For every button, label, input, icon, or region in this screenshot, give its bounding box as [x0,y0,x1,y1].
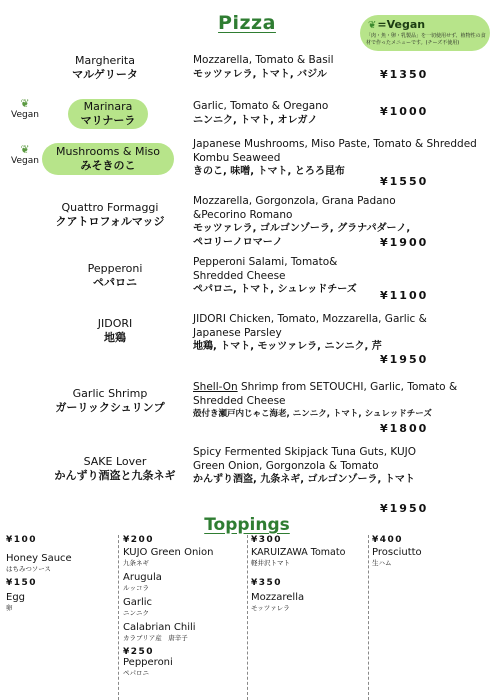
toppings-col-4 [372,535,490,700]
pizza-desc-en: Mozzarella, Gorgonzola, Grana Padano &Pecorino Romano [193,195,396,221]
pizza-name-marinara [68,99,148,129]
topping-name-jp: はちみつソース [6,565,51,573]
pizza-desc-en-rest: Shrimp from SETOUCHI, Garlic, Tomato & Shredded Cheese [193,381,458,407]
pizza-desc-en: Spicy Fermented Skipjack Tuna Guts, KUJO Green Onion, Gorgonzola & Tomato [193,446,417,472]
pizza-name-en: Quattro Formaggi [61,201,159,214]
pizza-name-jidori [70,317,160,345]
column-divider [247,535,249,700]
pizza-desc-jp: ペパロニ, トマト, シュレッドチーズ [193,284,357,295]
pizza-name-jp: マルゲリータ [72,68,138,81]
leaf-icon: ❦ [368,20,377,31]
pizza-name-en: SAKE Lover [83,455,147,468]
pizza-desc-en [193,381,491,408]
pizza-name-jp: かんずり酒盗と九条ネギ [54,469,176,482]
pizza-price-sake-lover: ¥1950 [380,502,429,515]
pizza-name-jp: みそきのこ [80,159,136,172]
topping-name: Mozzarella [251,592,305,603]
topping-name-jp: ルッコラ [123,584,149,592]
vegan-label: Vegan [11,110,39,120]
topping-name: Prosciutto [372,547,422,558]
pizza-name-en: Margherita [75,54,135,67]
pizza-desc-jp: 地鶏, トマト, モッツァレラ, ニンニク, 芹 [193,341,382,352]
pizza-name-en: Pepperoni [87,262,143,275]
pizza-name-en: Marinara [83,100,133,113]
toppings-title: Toppings [204,515,290,535]
pizza-name-pepperoni [60,262,170,290]
pizza-name-jp: マリナーラ [80,114,136,127]
vegan-legend-note: 「肉・魚・卵・乳製品」を一切使用せず、植物性の食材で作ったメニューです。(チーズ不使用) [366,33,486,46]
vegan-mark [5,144,45,166]
topping-price: ¥150 [6,578,38,588]
toppings-col-3 [251,535,369,700]
pizza-desc-pepperoni [193,256,383,297]
pizza-name-garlic-shrimp [45,387,175,415]
pizza-desc-jp: 殻付き瀬戸内じゃこ海老, ニンニク, トマト, シュレッドチーズ [193,409,432,419]
topping-name-jp: 軽井沢トマト [251,559,290,567]
pizza-name-mushrooms-miso [42,143,174,175]
topping-name-jp: モッツァレラ [251,604,290,612]
pizza-price-jidori: ¥1950 [380,353,429,366]
topping-price: ¥300 [251,535,283,545]
topping-price: ¥350 [251,578,283,588]
pizza-name-jp: ガーリックシュリンプ [55,401,165,414]
topping-name: KUJO Green Onion [123,547,214,558]
pizza-name-jp: 地鶏 [104,331,126,344]
pizza-name-en: Garlic Shrimp [72,387,148,400]
leaf-icon: ❦ [20,143,30,156]
pizza-desc-marinara [193,100,491,127]
topping-price: ¥400 [372,535,404,545]
pizza-desc-margherita [193,54,491,81]
pizza-price-quattro-formaggi: ¥1900 [380,236,429,249]
pizza-name-quattro-formaggi [40,201,180,229]
pizza-price-marinara: ¥1000 [380,105,429,118]
topping-name: Egg [6,592,26,603]
column-divider [368,535,370,700]
topping-name-jp: 九条ネギ [123,559,149,567]
leaf-icon: ❦ [20,97,30,110]
shell-on-label: Shell-On [193,381,238,393]
pizza-price-pepperoni: ¥1100 [380,289,429,302]
topping-price: ¥200 [123,535,155,545]
toppings-col-1 [6,535,116,700]
pizza-desc-en: JIDORI Chicken, Tomato, Mozzarella, Garlic & Japanese Parsley [193,313,427,339]
pizza-desc-en: Mozzarella, Tomato & Basil [193,54,334,66]
topping-name: KARUIZAWA Tomato [251,547,346,558]
pizza-desc-en: Garlic, Tomato & Oregano [193,100,329,112]
vegan-legend [360,15,490,51]
pizza-name-en: JIDORI [97,317,133,330]
topping-name-jp: ニンニク [123,609,149,617]
pizza-desc-jp: きのこ, 味噌, トマト, とろろ昆布 [193,166,345,177]
topping-name: Pepperoni [123,657,173,668]
pizza-desc-garlic-shrimp [193,381,491,422]
vegan-mark [5,98,45,120]
page-title: Pizza [218,12,276,34]
topping-name-jp: 生ハム [372,559,392,567]
topping-name: Garlic [123,597,153,608]
pizza-desc-jp: ニンニク, トマト, オレガノ [193,114,318,126]
topping-name: Honey Sauce [6,553,72,564]
pizza-name-sake-lover [45,455,185,483]
topping-price: ¥250 [123,647,155,657]
pizza-desc-jp: かんずり酒盗, 九条ネギ, ゴルゴンゾーラ, トマト [193,474,415,485]
vegan-label: Vegan [11,156,39,166]
vegan-legend-label: =Vegan [377,18,426,31]
pizza-desc-jp: モッツァレラ, トマト, バジル [193,68,327,80]
toppings-col-2 [123,535,245,700]
pizza-name-en: Mushrooms & Miso [56,145,160,158]
topping-name: Calabrian Chili [123,622,196,633]
topping-name: Arugula [123,572,162,583]
column-divider [118,535,120,700]
pizza-name-margherita [55,54,155,82]
pizza-desc-jidori [193,313,443,354]
pizza-name-jp: クアトロフォルマッジ [55,215,165,228]
pizza-price-mushrooms-miso: ¥1550 [380,175,429,188]
pizza-desc-jp: モッツァレラ, ゴルゴンゾーラ, グラナパダーノ, ペコリーノロマーノ [193,223,411,248]
pizza-desc-mushrooms-miso [193,138,491,179]
topping-name-jp: 卵 [6,604,13,612]
topping-name-jp: ペパロニ [123,669,149,677]
topping-price: ¥100 [6,535,38,545]
pizza-desc-en: Pepperoni Salami, Tomato& Shredded Cheese [193,256,338,282]
pizza-price-garlic-shrimp: ¥1800 [380,422,429,435]
pizza-name-jp: ペパロニ [93,276,137,289]
pizza-desc-sake-lover [193,446,443,487]
pizza-desc-en: Japanese Mushrooms, Miso Paste, Tomato & Shredded Kombu Seaweed [193,138,477,164]
topping-name-jp: カラブリア産 唐辛子 [123,634,188,642]
pizza-price-margherita: ¥1350 [380,68,429,81]
